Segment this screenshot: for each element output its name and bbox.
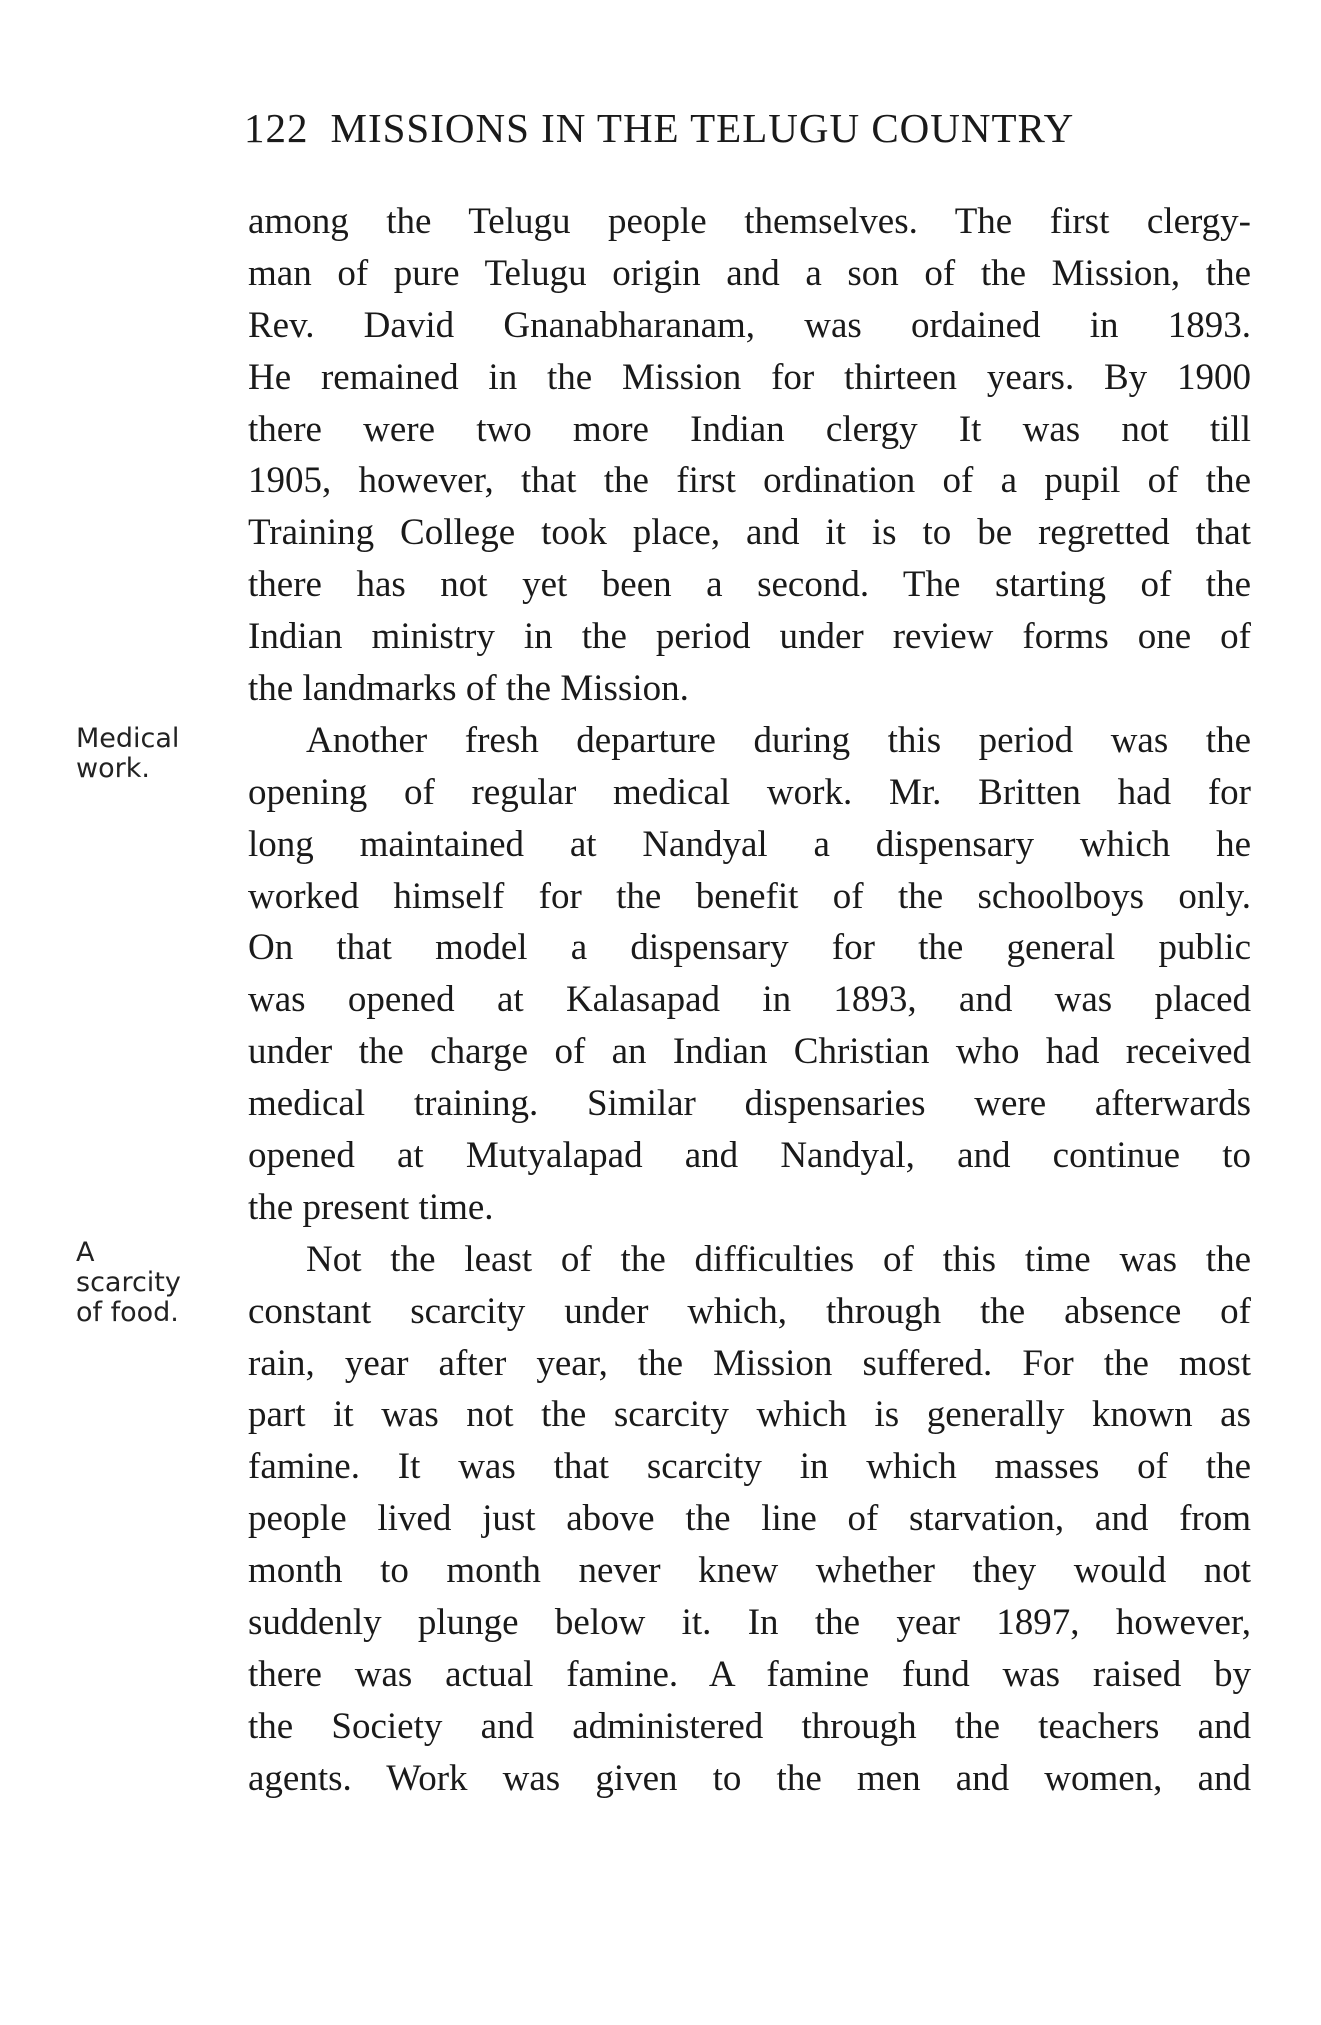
margin-note-line: scarcity xyxy=(76,1267,181,1298)
text-line: Not the least of the difficulties of this time was the xyxy=(306,1238,1251,1280)
running-head xyxy=(244,104,1144,152)
margin-note-scarcity-of-food xyxy=(76,1238,226,1328)
body-text xyxy=(248,196,1251,1805)
text-line: there has not yet been a second. The starting of the xyxy=(248,564,1251,606)
text-line: rain, year after year, the Mission suffered. For the most xyxy=(248,1342,1251,1384)
text-line: 1905, however, that the first ordination of a pupil of the xyxy=(248,460,1251,502)
text-line: worked himself for the benefit of the schoolboys only. xyxy=(248,875,1251,917)
text-line: part it was not the scarcity which is generally known as xyxy=(248,1394,1251,1436)
margin-note-line: work. xyxy=(76,753,150,784)
text-line: the present time. xyxy=(248,1186,494,1228)
margin-note-medical-work xyxy=(76,724,226,784)
text-line: people lived just above the line of starvation, and from xyxy=(248,1498,1251,1540)
text-line: there was actual famine. A famine fund was raised by xyxy=(248,1653,1251,1695)
text-line: under the charge of an Indian Christian who had received xyxy=(248,1031,1251,1073)
text-line: man of pure Telugu origin and a son of the Mission, the xyxy=(248,252,1251,294)
text-line: there were two more Indian clergy It was not till xyxy=(248,408,1251,450)
text-line: among the Telugu people themselves. The first clergy- xyxy=(248,201,1251,242)
margin-note-line: A xyxy=(76,1237,95,1268)
text-line: agents. Work was given to the men and women, and xyxy=(248,1757,1251,1799)
text-line: On that model a dispensary for the general public xyxy=(248,927,1251,969)
margin-note-line: of food. xyxy=(76,1297,179,1328)
text-line: Another fresh departure during this period was the xyxy=(306,719,1251,761)
text-line: constant scarcity under which, through the absence of xyxy=(248,1290,1251,1332)
text-line: the landmarks of the Mission. xyxy=(248,668,689,710)
text-line: suddenly plunge below it. In the year 1897, however, xyxy=(248,1602,1251,1644)
text-line: Indian ministry in the period under review forms one of xyxy=(248,616,1251,658)
text-line: opened at Mutyalapad and Nandyal, and continue to xyxy=(248,1135,1251,1177)
text-line: Rev. David Gnanabharanam, was ordained in 1893. xyxy=(248,304,1251,346)
text-line: medical training. Similar dispensaries were afterwards xyxy=(248,1083,1251,1125)
text-line: the Society and administered through the teachers and xyxy=(248,1705,1251,1747)
page-number: 122 xyxy=(244,105,309,151)
text-line: He remained in the Mission for thirteen years. By 1900 xyxy=(248,356,1251,398)
text-line: long maintained at Nandyal a dispensary which he xyxy=(248,823,1251,865)
text-line: famine. It was that scarcity in which masses of the xyxy=(248,1446,1251,1488)
margin-note-line: Medical xyxy=(76,723,180,754)
text-line: month to month never knew whether they would not xyxy=(248,1550,1251,1592)
text-line: opening of regular medical work. Mr. Britten had for xyxy=(248,771,1251,813)
running-title: MISSIONS IN THE TELUGU COUNTRY xyxy=(330,105,1075,151)
text-line: Training College took place, and it is to be regretted that xyxy=(248,512,1251,554)
text-line: was opened at Kalasapad in 1893, and was placed xyxy=(248,979,1251,1021)
